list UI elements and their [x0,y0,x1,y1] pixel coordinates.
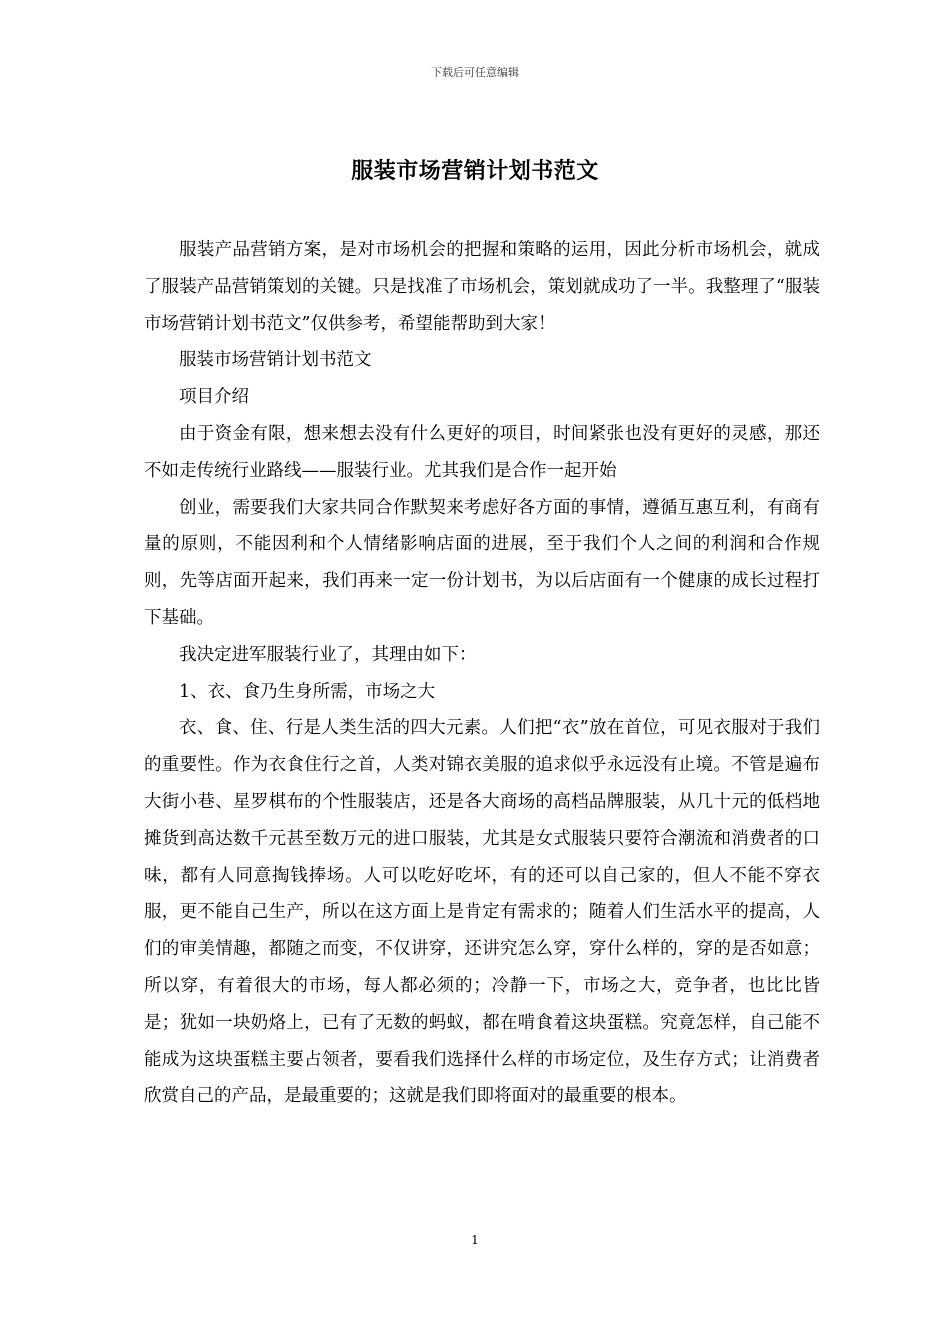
paragraph-intro: 服装产品营销方案，是对市场机会的把握和策略的运用，因此分析市场机会，就成了服装产品营销策划的关键。只是找准了市场机会，策划就成功了一半。我整理了“服装市场营销计划书范文”仅供参考，希望能帮助到大家！ [144,240,820,334]
document-body [144,232,820,1115]
paragraph-project-intro: 由于资金有限，想来想去没有什么更好的项目，时间紧张也没有更好的灵感，那还不如走传统行业路线——服装行业。尤其我们是合作一起开始 [144,423,820,481]
header-note: 下载后可任意编辑 [431,66,519,79]
paragraph-reasons-lead: 我决定进军服装行业了，其理由如下： [179,644,477,665]
paragraph-reason-1-heading: 1、衣、食乃生身所需，市场之大 [179,681,436,702]
page-number: 1 [471,1233,479,1247]
document-title: 服装市场营销计划书范文 [351,158,599,184]
paragraph-section-heading: 项目介绍 [179,387,249,408]
paragraph-cooperation: 创业，需要我们大家共同合作默契来考虑好各方面的事情，遵循互惠互利，有商有量的原则，不能因利和个人情绪影响店面的进展，至于我们个人之间的利润和合作规则，先等店面开起来，我们再来一定一份计划书，为以后店面有一个健康的成长过程打下基础。 [144,497,820,628]
paragraph-reason-1-body: 衣、食、住、行是人类生活的四大元素。人们把“衣”放在首位，可见衣服对于我们的重要性。作为衣食住行之首，人类对锦衣美服的追求似乎永远没有止境。不管是遍布大街小巷、星罗棋布的个性服装店，还是各大商场的高档品牌服装，从几十元的低档地摊货到高达数千元甚至数万元的进口服装，尤其是女式服装只要符合潮流和消费者的口味，都有人同意掏钱捧场。人可以吃好吃坏，有的还可以自己家的，但人不能不穿衣服，更不能自己生产，所以在这方面上是肯定有需求的；随着人们生活水平的提高，人们的审美情趣，都随之而变，不仅讲穿，还讲究怎么穿，穿什么样的，穿的是否如意；所以穿，有着很大的市场，每人都必须的；冷静一下，市场之大，竞争者，也比比皆是；犹如一块奶烙上，已有了无数的蚂蚁，都在啃食着这块蛋糕。究竟怎样，自己能不能成为这块蛋糕主要占领者，要看我们选择什么样的市场定位，及生存方式；让消费者欣赏自己的产品，是最重要的；这就是我们即将面对的最重要的根本。 [144,718,820,1107]
paragraph-subtitle: 服装市场营销计划书范文 [179,350,372,371]
